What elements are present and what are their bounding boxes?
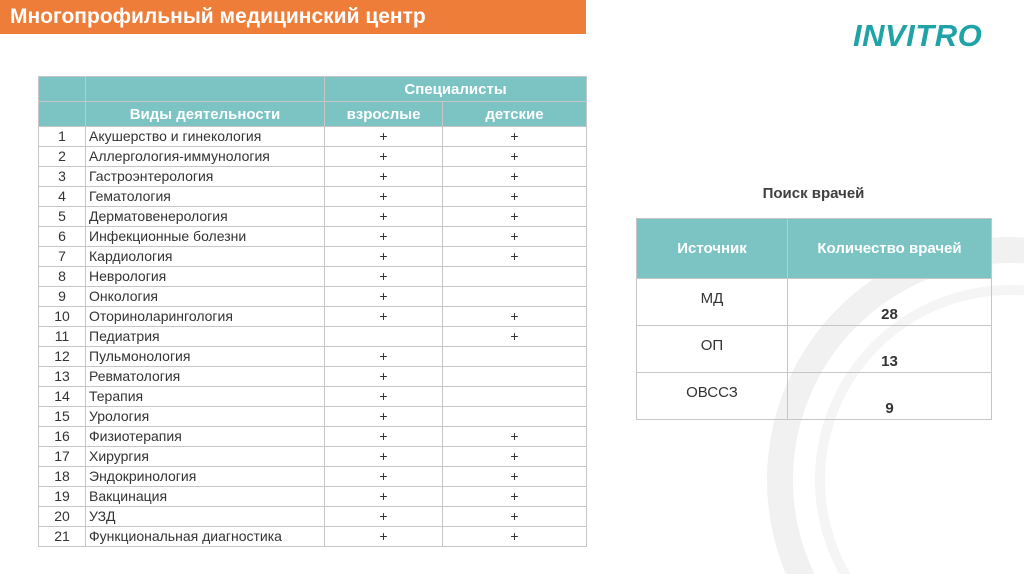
invitro-logo: INVITRO	[853, 18, 983, 53]
table-row	[39, 387, 587, 407]
services-table-body	[39, 127, 587, 547]
child-mark: +	[443, 427, 587, 447]
child-mark	[443, 387, 587, 407]
row-number: 8	[39, 267, 86, 287]
activity-name: Неврология	[86, 267, 325, 287]
adult-mark: +	[325, 207, 443, 227]
child-mark: +	[443, 127, 587, 147]
corner-header	[39, 77, 86, 102]
table-row	[39, 167, 587, 187]
activity-name: Гастроэнтерология	[86, 167, 325, 187]
child-mark: +	[443, 507, 587, 527]
table-row	[39, 127, 587, 147]
activity-name: Функциональная диагностика	[86, 527, 325, 547]
doctor-search-body	[637, 279, 992, 420]
activity-name: Оториноларингология	[86, 307, 325, 327]
row-number: 20	[39, 507, 86, 527]
row-number: 2	[39, 147, 86, 167]
adult-mark: +	[325, 407, 443, 427]
activity-name: Ревматология	[86, 367, 325, 387]
row-number: 15	[39, 407, 86, 427]
adult-mark: +	[325, 367, 443, 387]
activity-name: Гематология	[86, 187, 325, 207]
row-number: 16	[39, 427, 86, 447]
table-row	[39, 327, 587, 347]
activity-name: Аллергология-иммунология	[86, 147, 325, 167]
source-name: ОВССЗ	[637, 373, 788, 420]
row-number: 3	[39, 167, 86, 187]
child-mark	[443, 367, 587, 387]
row-number: 11	[39, 327, 86, 347]
row-number: 9	[39, 287, 86, 307]
row-number: 12	[39, 347, 86, 367]
adult-mark: +	[325, 247, 443, 267]
adult-mark	[325, 327, 443, 347]
row-number: 5	[39, 207, 86, 227]
table-row	[39, 487, 587, 507]
adult-mark: +	[325, 447, 443, 467]
child-mark: +	[443, 527, 587, 547]
adult-mark: +	[325, 147, 443, 167]
source-name: МД	[637, 279, 788, 326]
doctor-count: 13	[788, 326, 992, 373]
services-table	[38, 76, 587, 547]
table-row	[39, 467, 587, 487]
adult-mark: +	[325, 187, 443, 207]
specialists-header: Специалисты	[325, 77, 587, 102]
child-mark	[443, 407, 587, 427]
table-row	[39, 427, 587, 447]
adult-mark: +	[325, 347, 443, 367]
table-row	[39, 527, 587, 547]
activity-name: Кардиология	[86, 247, 325, 267]
child-mark: +	[443, 487, 587, 507]
table-row	[39, 247, 587, 267]
child-mark	[443, 347, 587, 367]
table-row	[39, 307, 587, 327]
child-mark: +	[443, 227, 587, 247]
child-mark: +	[443, 167, 587, 187]
adult-mark: +	[325, 287, 443, 307]
adult-mark: +	[325, 307, 443, 327]
row-number: 18	[39, 467, 86, 487]
activity-header-top	[86, 77, 325, 102]
doctor-search-title: Поиск врачей	[762, 185, 865, 202]
activity-name: Пульмонология	[86, 347, 325, 367]
table-row	[39, 347, 587, 367]
adult-mark: +	[325, 167, 443, 187]
child-mark: +	[443, 327, 587, 347]
child-mark: +	[443, 187, 587, 207]
table-row	[39, 147, 587, 167]
table-row	[39, 207, 587, 227]
table-row	[39, 227, 587, 247]
child-mark: +	[443, 147, 587, 167]
table-row	[637, 373, 992, 420]
child-mark: +	[443, 307, 587, 327]
row-number: 21	[39, 527, 86, 547]
table-row	[39, 507, 587, 527]
adult-mark: +	[325, 227, 443, 247]
activity-header: Виды деятельности	[86, 102, 325, 127]
activity-name: УЗД	[86, 507, 325, 527]
activity-name: Педиатрия	[86, 327, 325, 347]
adult-mark: +	[325, 507, 443, 527]
source-header: Источник	[637, 219, 788, 279]
activity-name: Физиотерапия	[86, 427, 325, 447]
row-number: 4	[39, 187, 86, 207]
doctor-count: 28	[788, 279, 992, 326]
row-number: 7	[39, 247, 86, 267]
source-name: ОП	[637, 326, 788, 373]
adult-mark: +	[325, 427, 443, 447]
adult-mark: +	[325, 387, 443, 407]
doctor-count: 9	[788, 373, 992, 420]
child-mark: +	[443, 467, 587, 487]
child-mark	[443, 287, 587, 307]
row-number: 13	[39, 367, 86, 387]
table-row	[39, 447, 587, 467]
adult-mark: +	[325, 467, 443, 487]
slide-title: Многопрофильный медицинский центр	[0, 0, 586, 34]
activity-name: Терапия	[86, 387, 325, 407]
number-header	[39, 102, 86, 127]
table-row	[39, 407, 587, 427]
table-row	[39, 287, 587, 307]
child-mark: +	[443, 447, 587, 467]
row-number: 14	[39, 387, 86, 407]
row-number: 6	[39, 227, 86, 247]
row-number: 1	[39, 127, 86, 147]
table-row	[637, 279, 992, 326]
adult-mark: +	[325, 527, 443, 547]
activity-name: Хирургия	[86, 447, 325, 467]
activity-name: Дерматовенерология	[86, 207, 325, 227]
adult-header: взрослые	[325, 102, 443, 127]
doctor-search-table	[636, 218, 992, 420]
adult-mark: +	[325, 487, 443, 507]
row-number: 19	[39, 487, 86, 507]
child-mark: +	[443, 207, 587, 227]
activity-name: Инфекционные болезни	[86, 227, 325, 247]
child-mark: +	[443, 247, 587, 267]
table-row	[39, 367, 587, 387]
activity-name: Вакцинация	[86, 487, 325, 507]
table-row	[39, 187, 587, 207]
table-row	[637, 326, 992, 373]
table-row	[39, 267, 587, 287]
child-mark	[443, 267, 587, 287]
activity-name: Онкология	[86, 287, 325, 307]
count-header: Количество врачей	[788, 219, 992, 279]
row-number: 17	[39, 447, 86, 467]
adult-mark: +	[325, 127, 443, 147]
adult-mark: +	[325, 267, 443, 287]
activity-name: Урология	[86, 407, 325, 427]
child-header: детские	[443, 102, 587, 127]
activity-name: Эндокринология	[86, 467, 325, 487]
row-number: 10	[39, 307, 86, 327]
activity-name: Акушерство и гинекология	[86, 127, 325, 147]
